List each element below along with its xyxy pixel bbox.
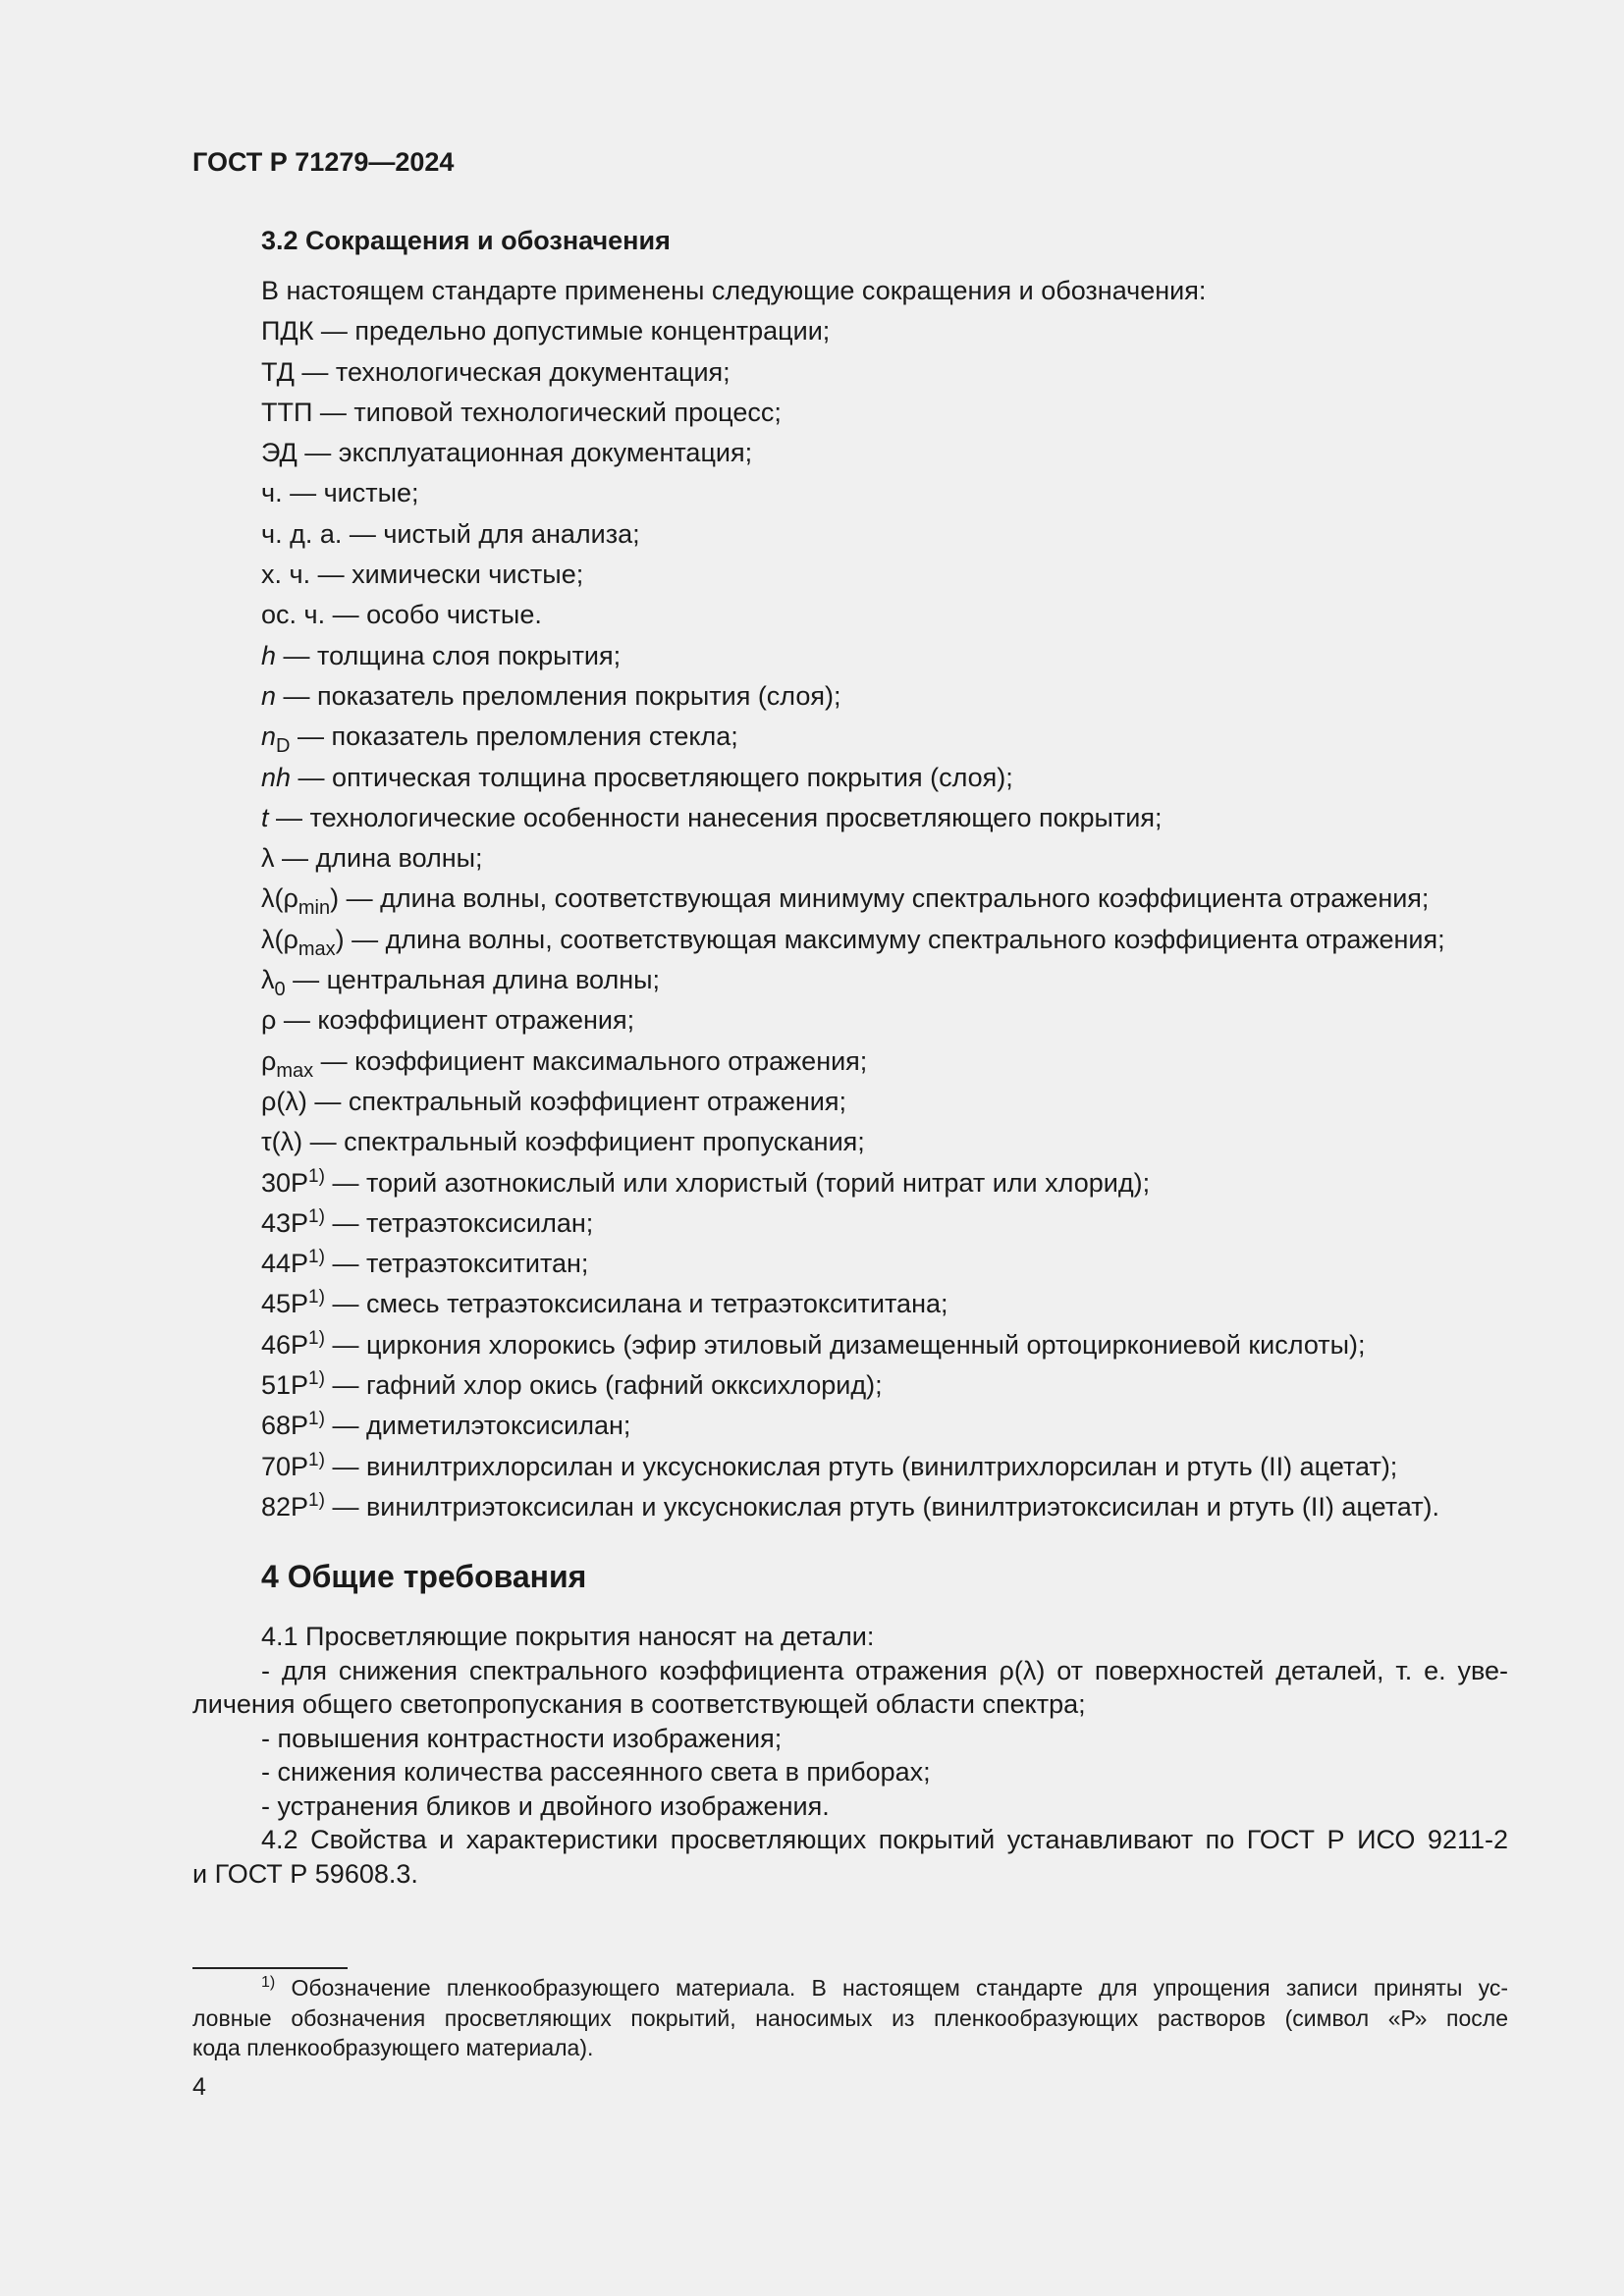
abbreviation-definition: ТТП — типовой технологический процесс; [261, 397, 782, 427]
abbreviation-item [261, 1000, 1445, 1041]
footnote-ref: 1) [308, 1205, 325, 1227]
abbreviation-symbol: nh [261, 762, 292, 792]
footnote-line-3: кода пленкообразующего материала). [192, 2035, 594, 2060]
abbreviations-intro: В настоящем стандарте применены следующие сокращения и обозначения: [261, 276, 1207, 305]
abbreviation-item [261, 879, 1445, 919]
abbreviation-subscript: max [276, 1059, 314, 1082]
bullet-2: - повышения контрастности изображения; [261, 1723, 783, 1753]
abbreviation-definition: — винилтриэтоксисилан и уксуснокислая ртуть (винилтриэтоксисилан и ртуть (II) ацетат). [324, 1491, 1440, 1522]
abbreviation-item [261, 1325, 1445, 1365]
abbreviation-symbol: 46Р [261, 1329, 309, 1360]
bullet-1-line-2: личения общего светопропускания в соответствующей области спектра; [192, 1689, 1086, 1719]
abbreviation-item [261, 393, 1445, 433]
abbreviation-subscript: 0 [274, 979, 286, 1001]
abbreviation-item [261, 311, 1445, 351]
footnote [192, 1973, 1508, 2063]
footnote-ref: 1) [308, 1247, 325, 1268]
bullet-1-line-1: - для снижения спектрального коэффициента отражения ρ(λ) от поверхностей деталей, т. е. уве- [261, 1655, 1508, 1685]
footnote-ref: 1) [308, 1449, 325, 1470]
abbreviation-definition: — коэффициент отражения; [276, 1005, 635, 1036]
abbreviation-definition: х. ч. — химически чистые; [261, 560, 584, 590]
abbreviation-item [261, 1163, 1445, 1203]
abbreviation-definition: ЭД — эксплуатационная документация; [261, 438, 753, 468]
footnote-text-1: Обозначение пленкообразующего материала. В настоящем стандарте для упрощения записи приняты ус- [275, 1975, 1508, 2001]
abbreviation-item [261, 473, 1445, 513]
abbreviation-definition: — спектральный коэффициент отражения; [306, 1086, 846, 1116]
abbreviation-definition: ПДК — предельно допустимые концентрации; [261, 316, 831, 347]
abbreviation-item [261, 676, 1445, 717]
abbreviation-item [261, 717, 1445, 757]
abbreviation-symbol: 45Р [261, 1289, 309, 1319]
abbreviation-item [261, 1406, 1445, 1446]
abbreviation-definition: — показатель преломления покрытия (слоя); [276, 680, 841, 711]
abbreviation-subscript: min [298, 897, 331, 920]
abbreviation-item [261, 636, 1445, 676]
abbreviation-definition: — гафний хлор окись (гафний окксихлорид); [324, 1370, 883, 1401]
footnote-divider [192, 1967, 348, 1969]
footnote-line-1 [192, 1973, 1508, 2003]
abbreviation-definition: — винилтрихлорсилан и уксуснокислая ртуть (винилтрихлорсилан и ртуть (II) ацетат); [324, 1451, 1398, 1481]
abbreviation-definition: — оптическая толщина просветляющего покрытия (слоя); [291, 762, 1013, 792]
footnote-ref: 1) [308, 1165, 325, 1187]
footnote-ref: 1) [308, 1287, 325, 1308]
abbreviation-item [261, 595, 1445, 635]
section-4-body [192, 1620, 1508, 1891]
abbreviation-item [261, 1122, 1445, 1162]
footnote-ref: 1) [308, 1409, 325, 1430]
abbreviation-item [261, 1447, 1445, 1487]
abbreviation-symbol: ρ [261, 1005, 277, 1036]
abbreviation-item [261, 352, 1445, 393]
section-3-2-title: 3.2 Сокращения и обозначения [261, 226, 671, 255]
abbreviation-definition: ч. д. а. — чистый для анализа; [261, 518, 640, 549]
abbreviation-symbol: n [261, 680, 277, 711]
abbreviation-symbol: λ [261, 965, 275, 995]
abbreviation-item [261, 1082, 1445, 1122]
abbreviation-item [261, 514, 1445, 555]
section-4-title: 4 Общие требования [261, 1559, 587, 1594]
abbreviation-definition: ос. ч. — особо чистые. [261, 600, 542, 630]
abbreviation-item [261, 960, 1445, 1000]
abbreviation-definition: — смесь тетраэтоксисилана и тетраэтоксититана; [324, 1289, 948, 1319]
abbreviation-symbol: λ(ρ [261, 924, 298, 954]
abbreviation-subscript: max [298, 937, 336, 960]
abbreviation-definition: ТД — технологическая документация; [261, 356, 731, 387]
bullet-4: - устранения бликов и двойного изображения. [261, 1790, 830, 1821]
abbreviation-item [261, 1244, 1445, 1284]
abbreviation-definition: ч. — чистые; [261, 478, 419, 508]
abbreviation-definition: — спектральный коэффициент пропускания; [302, 1127, 865, 1157]
abbreviation-definition: — показатель преломления стекла; [290, 721, 738, 752]
abbreviation-symbol: τ(λ) [261, 1127, 303, 1157]
abbreviation-symbol: 68Р [261, 1411, 309, 1441]
abbreviations-list [261, 271, 1445, 1527]
abbreviation-symbol: λ [261, 843, 275, 874]
abbreviation-symbol: 44Р [261, 1249, 309, 1279]
abbreviation-symbol: 70Р [261, 1451, 309, 1481]
abbreviation-symbol: h [261, 640, 277, 670]
abbreviation-definition: — толщина слоя покрытия; [276, 640, 622, 670]
paragraph-4-2-line-1: 4.2 Свойства и характеристики просветляющих покрытий устанавливают по ГОСТ Р ИСО 9211-2 [261, 1825, 1508, 1854]
abbreviation-symbol-close: ) [330, 883, 340, 914]
abbreviation-symbol: λ(ρ [261, 883, 298, 914]
abbreviation-item [261, 758, 1445, 798]
abbreviation-item [261, 798, 1445, 838]
abbreviation-item [261, 433, 1445, 473]
footnote-mark: 1) [261, 1974, 276, 1991]
abbreviation-definition: — центральная длина волны; [285, 965, 661, 995]
abbreviation-item [261, 838, 1445, 879]
abbreviation-item [261, 920, 1445, 960]
abbreviation-item [261, 1487, 1445, 1527]
abbreviation-symbol: 82Р [261, 1491, 309, 1522]
footnote-ref: 1) [308, 1489, 325, 1511]
abbreviation-definition: — циркония хлорокись (эфир этиловый дизамещенный ортоциркониевой кислоты); [324, 1329, 1366, 1360]
abbreviation-symbol: 43Р [261, 1207, 309, 1238]
abbreviation-definition: — длина волны, соответствующая минимуму спектрального коэффициента отражения; [339, 883, 1430, 914]
abbreviation-definition: — тетраэтоксититан; [324, 1249, 589, 1279]
abbreviation-item [261, 555, 1445, 595]
footnote-line-2: ловные обозначения просветляющих покрытий, наносимых из пленкообразующих растворов (символ «Р» после [192, 2004, 1508, 2031]
abbreviation-symbol: n [261, 721, 277, 752]
abbreviation-symbol: 51Р [261, 1370, 309, 1401]
abbreviation-symbol: ρ [261, 1045, 277, 1076]
footnote-ref: 1) [308, 1368, 325, 1390]
abbreviation-item [261, 1041, 1445, 1082]
abbreviation-subscript: D [276, 735, 291, 758]
abbreviation-definition: — технологические особенности нанесения просветляющего покрытия; [268, 802, 1163, 832]
bullet-3: - снижения количества рассеянного света в приборах; [261, 1757, 931, 1787]
page-number: 4 [192, 2073, 206, 2101]
abbreviation-symbol-close: ) [335, 924, 345, 954]
abbreviation-definition: — диметилэтоксисилан; [324, 1411, 631, 1441]
document-header: ГОСТ Р 71279—2024 [192, 147, 455, 177]
abbreviation-definition: — коэффициент максимального отражения; [313, 1045, 868, 1076]
abbreviation-symbol: ρ(λ) [261, 1086, 307, 1116]
abbreviation-definition: — тетраэтоксисилан; [324, 1207, 594, 1238]
abbreviation-symbol: t [261, 802, 269, 832]
abbreviation-item [261, 1365, 1445, 1406]
abbreviation-definition: — длина волны, соответствующая максимуму спектрального коэффициента отражения; [344, 924, 1445, 954]
paragraph-4-2-line-2: и ГОСТ Р 59608.3. [192, 1858, 418, 1889]
abbreviation-definition: — длина волны; [274, 843, 483, 874]
paragraph-4-1: 4.1 Просветляющие покрытия наносят на детали: [261, 1622, 875, 1651]
abbreviation-symbol: 30Р [261, 1167, 309, 1198]
abbreviation-definition: — торий азотнокислый или хлористый (торий нитрат или хлорид); [324, 1167, 1151, 1198]
abbreviation-item [261, 1284, 1445, 1324]
footnote-ref: 1) [308, 1327, 325, 1349]
abbreviation-item [261, 1203, 1445, 1244]
